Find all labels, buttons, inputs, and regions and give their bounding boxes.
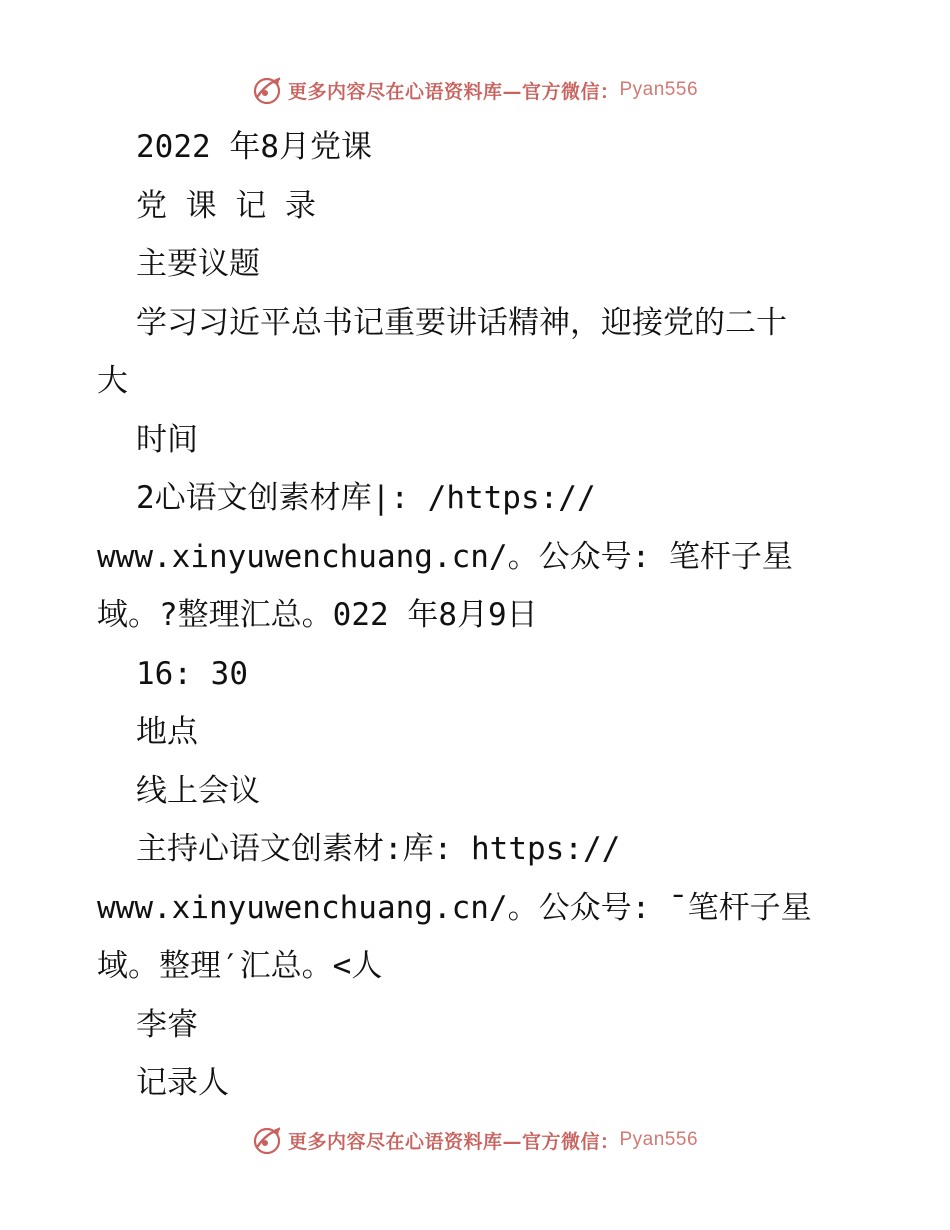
doc-subtitle: 党 课 记 录 (136, 187, 316, 224)
host-text-continued: www.xinyuwenchuang.cn/。公众号: ¯笔杆子星 (97, 889, 812, 926)
host-text-continued: 域。整理′汇总。<人 (97, 948, 383, 984)
agenda-text: 学习习近平总书记重要讲话精神，迎接党的二十 (136, 304, 787, 341)
header-banner-contact: Pyan556 (619, 79, 699, 100)
time-text-continued: www.xinyuwenchuang.cn/。公众号: 笔杆子星 (97, 538, 793, 575)
time-text: 2心语文创素材库|: /https:// (136, 480, 596, 516)
doc-title: 2022 年8月党课 (136, 129, 372, 165)
pen-logo-icon (252, 1124, 284, 1156)
document-body (97, 118, 857, 1113)
footer-banner (0, 1120, 950, 1160)
footer-banner-text: 更多内容尽在心语资料库—官方微信： (287, 1130, 620, 1153)
agenda-label: 主要议题 (136, 246, 260, 282)
header-banner (0, 70, 950, 110)
time-text-continued: 域。?整理汇总。022 年8月9日 (97, 597, 538, 633)
pen-logo-icon (252, 74, 284, 106)
time-value: 16: 30 (136, 655, 248, 692)
time-label: 时间 (136, 421, 198, 458)
footer-banner-contact: Pyan556 (619, 1129, 699, 1150)
recorder-label: 记录人 (136, 1065, 229, 1101)
host-name: 李睿 (136, 1006, 198, 1043)
agenda-text-continued: 大 (97, 363, 128, 399)
host-label: 主持心语文创素材:库: https:// (136, 831, 621, 867)
header-banner-text: 更多内容尽在心语资料库—官方微信： (287, 80, 620, 103)
location-label: 地点 (136, 714, 198, 750)
location-value: 线上会议 (136, 772, 260, 809)
